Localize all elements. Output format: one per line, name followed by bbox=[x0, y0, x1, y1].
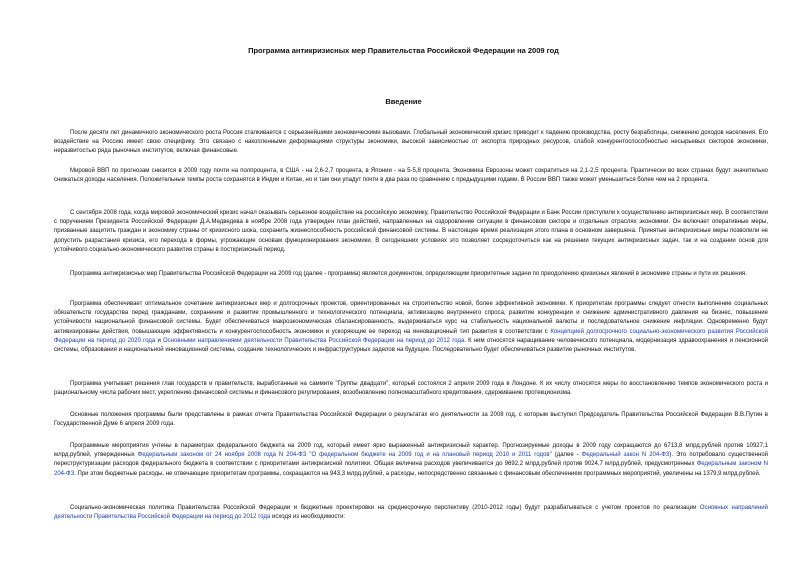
paragraph-8-text: ). Это потребовало существенной переструктуризации расходов федерального бюджета в соответствии с приоритетами антикризисной политики. Общая величина расходов увеличивается до 9692,2 млрд.рублей против 9024,7 млрд.рублей, предусмотренных bbox=[54, 452, 768, 468]
main-directions-2012-link[interactable]: Основными направлениями деятельности Правительства Российской Федерации на период до 2012 года bbox=[163, 337, 465, 344]
paragraph-7: Основные положения программы были представлены в рамках отчета Правительства Российской Федерации о результатах его деятельности за 2008 год, с которым выступил Председатель Правительства Российской Федерации В.В.Путин в Государственной Думе 6 апреля 2009 года. bbox=[54, 412, 768, 428]
paragraph-5-text: Программа обеспечивает оптимальное сочетание антикризисных мер и долгосрочных проектов, ориентированных на строительство новой, более эффективной экономики. К приоритетам программы следует отнести выполнение социальных обязательств государства перед гражданами, сохранение и развитие промышленного и технологического потенциала, активизацию внутреннего спроса, развитие конкуренции и снижение административного давления на бизнес, повышение устойчивости национальной финансовой системы. Будет обеспечиваться макроэкономическая сбалансированность, выдерживаться курс на стабильность национальной валюты и последовательное снижение инфляции. Одновременно будут активизированы действия, повышающие эффективность и конкурентоспособность экономики и ускоряющие ее переход на инновационный тип развития в соответствии с bbox=[54, 301, 768, 335]
federal-law-204-link[interactable]: Федеральный закон N 204-ФЗ bbox=[581, 452, 670, 459]
paragraph-3: С сентября 2008 года, когда мировой экономический кризис начал оказывать серьезное воздействие на российскую экономику, Правительство Российской Федерации и Банк России приступили к осуществлению антикризисных мер. В соответствии с поручением Президента Российской Федерации Д.А.Медведева в ноябре 2008 года утвержден план действий, направленных на оздоровление ситуации в финансовом секторе и отдельных отраслях экономики. Он включает оперативные меры, призванные защитить граждан и экономику страны от кризисного шока, сохранить жизнеспособность российской финансовой системы. В настоящее время реализация этого плана в основном завершена. Принятые антикризисные меры позволили не допустить разрастания кризиса, его перехода в формы, угрожающие основам функционирования экономики. В сегодняшних условиях это позволяет сосредоточиться как на решении текущих антикризисных задач, так и на создании основ для устойчивого социально-экономического развития страны в посткризисный период. bbox=[54, 210, 768, 253]
document-title: Программа антикризисных мер Правительства Российской Федерации на 2009 год bbox=[248, 46, 559, 55]
paragraph-6: Программа учитывает решения глав государств и правительств, выработанные на саммите "Группы двадцати", который состоялся 2 апреля 2009 года в Лондоне. К их числу относятся меры по восстановлению темпов экономического роста и рациональному числа рабочих мест, укреплению финансовой системы и финансового регулирования, возобновлению полномасштабного кредитования, сдерживанию протекционизма. bbox=[54, 381, 768, 397]
paragraph-8-text: . При этом бюджетные расходы, не отвечающие приоритетам программы, сокращаются на 943,3 млрд.рублей, а расходы, непосредственно связанные с финансовым обеспечением программных мероприятий, увеличены на 1379,9 млрд.рублей. bbox=[74, 470, 761, 477]
paragraph-8-text: (далее - bbox=[551, 452, 582, 459]
paragraph-2: Мировой ВВП по прогнозам снизится в 2009 году почти на полпроцента, в США - на 2,6-2,7 процента, в Японии - на 5-5,8 процента. Экономика Еврозоны может сократиться на 2,1-2,5 процента. Практически во всех странах будут значительно снижаться доходы населения. Положительные темпы роста сохранятся в Индии и Китае, но и там они упадут почти в два раза по сравнению с предыдущими годами. В России ВВП также может уменьшиться более чем на 2 процента. bbox=[54, 168, 768, 184]
paragraph-9-text: исходя из необходимости: bbox=[270, 514, 346, 521]
paragraph-8-text: Программные мероприятия учтены в параметрах федерального бюджета на 2009 год, который имеет ярко выраженный антикризисный характер. Прогнозируемые доходы в 2009 году сокращаются до 6713,8 млрд.рублей против 10927,1 млрд.рублей, утвержденных bbox=[54, 443, 768, 459]
federal-law-204-link-2[interactable]: Федеральным законом N 204-ФЗ bbox=[54, 461, 768, 477]
paragraph-4: Программа антикризисных мер Правительства Российской Федерации на 2009 год (далее - программа) является документом, определяющим приоритетные задачи по преодолению кризисных явлений в экономике страны и пути их решения. bbox=[70, 271, 747, 277]
paragraph-1: После десяти лет динамичного экономического роста Россия сталкивается с серьезнейшими экономическими вызовами. Глобальный экономический кризис приводит к падению производства, росту безработицы, снижению доходов населения. Его воздействие на Россию имеет свою специфику. Это связано с накопленными деформациями структуры экономики, высокой зависимостью от экспорта природных ресурсов, слабой конкурентоспособностью несырьевых секторов экономики, неразвитостью ряда рыночных институтов, включая финансовые. bbox=[54, 130, 768, 155]
concept-2020-link[interactable]: Концепцией долгосрочного социально-экономического развития Российской Федерации на период до 2020 года bbox=[54, 328, 768, 344]
paragraph-9-text: Социально-экономическая политика Правительства Российской Федерации и бюджетные проектировки на среднесрочную перспективу (2010-2012 годы) будут разрабатываться с учетом проектов по реализации bbox=[70, 505, 700, 511]
paragraph-5-text: . К ним относятся наращивание человеческого потенциала, модернизация здравоохранения и пенсионной системы, образования и национальной инновационной системы, создание технологических и инфраструктурных заделов на будущее. Последовательно будет обеспечиваться развитие рыночных институтов. bbox=[54, 337, 768, 354]
federal-law-204-full-link[interactable]: Федеральным законом от 24 ноября 2008 года N 204-ФЗ "О федеральном бюджете на 2009 год и на плановый период 2010 и 2011 годов" bbox=[137, 452, 552, 459]
main-directions-2012-link-2[interactable]: Основных направлений деятельности Правительства Российской Федерации на период до 2012 года bbox=[54, 505, 768, 521]
section-heading: Введение bbox=[385, 97, 422, 106]
paragraph-5 bbox=[54, 300, 768, 355]
paragraph-5-text: и bbox=[155, 337, 164, 344]
paragraph-9 bbox=[54, 504, 768, 522]
paragraph-8 bbox=[54, 442, 768, 479]
